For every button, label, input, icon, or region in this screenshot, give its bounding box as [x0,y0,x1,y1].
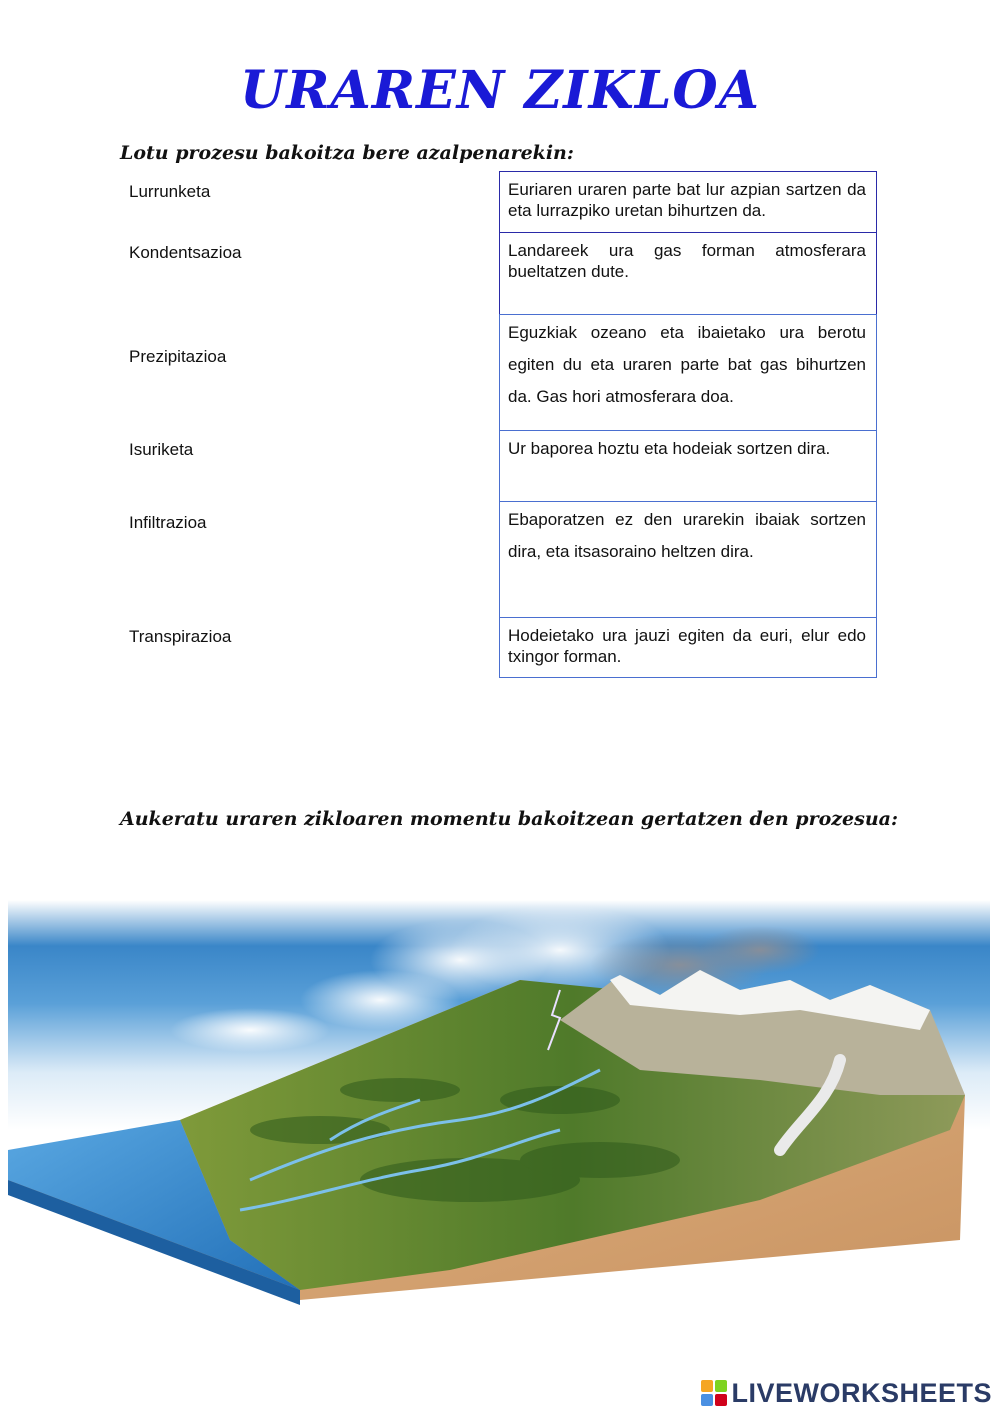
term-infiltrazioa: Infiltrazioa [129,513,207,532]
term-kondentsazioa: Kondentsazioa [129,243,242,262]
description-box[interactable]: Landareek ura gas forman atmosferara bueltatzen dute. [499,232,877,315]
choose-instruction: Aukeratu uraren zikloaren momentu bakoitzean gertatzen den prozesua: [120,808,898,830]
description-box[interactable]: Ur baporea hoztu eta hodeiak sortzen dira. [499,430,877,502]
term-isuriketa: Isuriketa [129,440,194,459]
logo-text: LIVEWORKSHEETS [731,1377,992,1408]
description-box[interactable]: Euriaren uraren parte bat lur azpian sartzen da eta lurrazpiko uretan bihurtzen da. [499,171,877,233]
description-box[interactable]: Hodeietako ura jauzi egiten da euri, elur edo txingor forman. [499,617,877,678]
page-title: URAREN ZIKLOA [239,60,761,121]
liveworksheets-logo [701,1375,992,1411]
term-lurrunketa: Lurrunketa [129,182,211,201]
water-cycle-illustration [0,880,1000,1330]
logo-mark-icon [701,1380,727,1406]
description-box[interactable]: Ebaporatzen ez den urarekin ibaiak sortzen dira, eta itsasoraino heltzen dira. [499,501,877,618]
term-transpirazioa: Transpirazioa [129,627,232,646]
match-instruction: Lotu prozesu bakoitza bere azalpenarekin: [120,142,574,164]
description-box[interactable]: Eguzkiak ozeano eta ibaietako ura berotu egiten du eta uraren parte bat gas bihurtzen da. Gas hori atmosferara doa. [499,314,877,431]
term-prezipitazioa: Prezipitazioa [129,347,227,366]
